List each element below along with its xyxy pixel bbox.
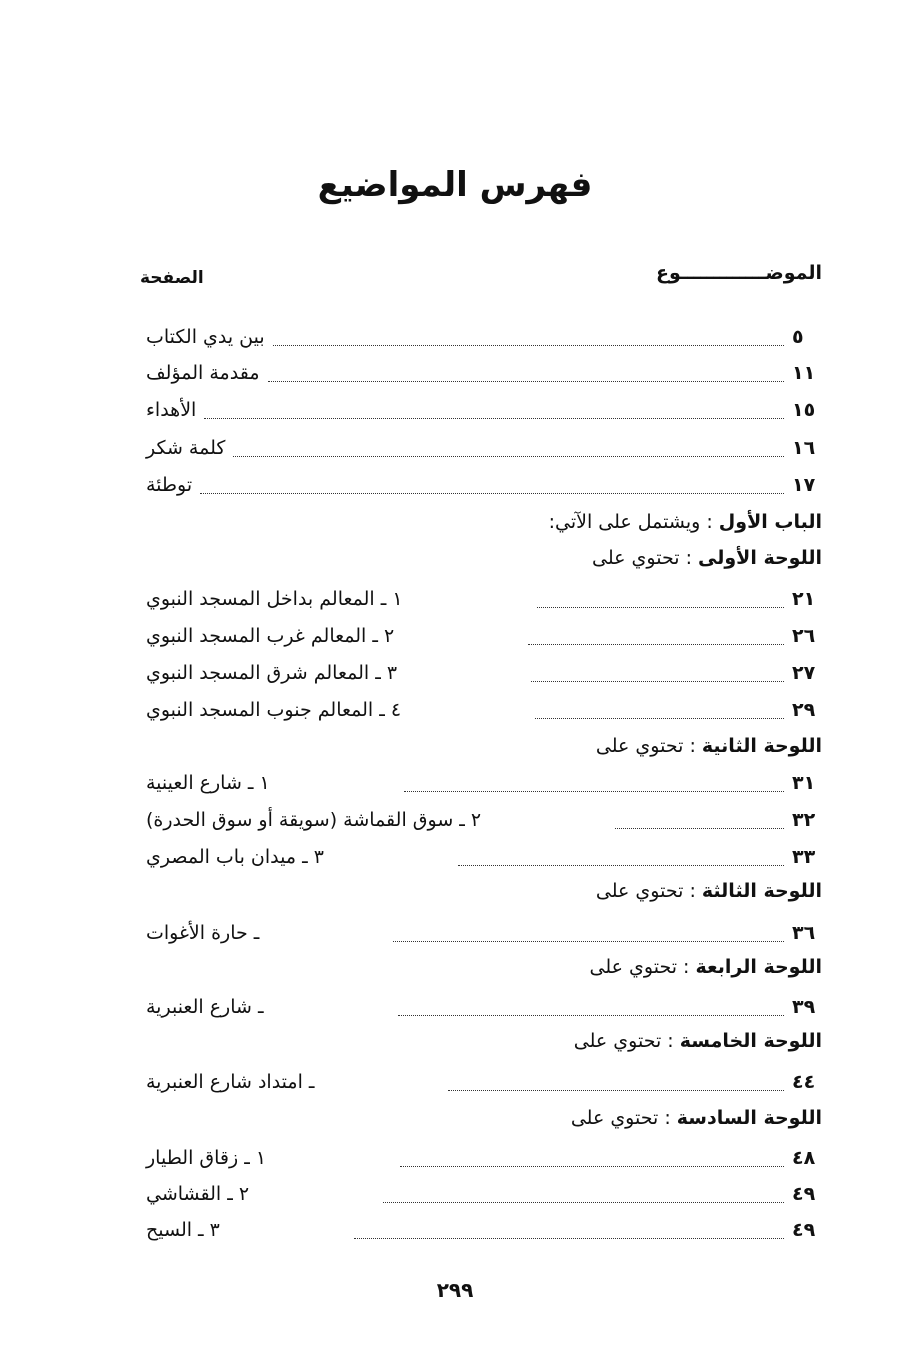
toc-entry-page: ٤٤ — [792, 1071, 816, 1093]
toc-entry-page: ٣٢ — [792, 809, 816, 831]
toc-entry — [140, 320, 822, 354]
toc-entry-page: ١٥ — [792, 399, 816, 421]
toc-entry-page: ٣٦ — [792, 922, 816, 944]
toc-entry-label: ٣ ـ السيح — [146, 1219, 220, 1241]
toc-entry-label: ٢ ـ المعالم غرب المسجد النبوي — [146, 625, 395, 647]
toc-entry-label: ـ امتداد شارع العنبرية — [146, 1071, 315, 1093]
toc-entry-page: ٢١ — [792, 588, 816, 610]
dot-leader — [615, 828, 784, 829]
toc-entry — [140, 393, 822, 427]
toc-entry — [140, 916, 822, 950]
part-heading-title: الباب الأول — [718, 511, 822, 533]
toc-entry-label: توطئة — [146, 474, 193, 496]
dot-leader — [535, 718, 784, 719]
toc-entry-page: ٣٣ — [792, 846, 816, 868]
toc-entry-label: كلمة شكر — [146, 437, 226, 459]
plate-heading — [522, 952, 822, 982]
toc-entry — [140, 431, 822, 465]
dot-leader — [398, 1015, 784, 1016]
toc-entry-page: ١١ — [792, 362, 816, 384]
toc-entry — [140, 619, 822, 653]
toc-entry — [140, 803, 822, 837]
dot-leader — [354, 1238, 784, 1239]
part-heading — [549, 505, 822, 539]
toc-entry-label: ١ ـ شارع العينية — [146, 772, 270, 794]
toc-entry-label: ـ شارع العنبرية — [146, 996, 264, 1018]
toc-entry-page: ٣١ — [792, 772, 816, 794]
toc-entry — [140, 693, 822, 727]
toc-entry — [140, 1065, 822, 1099]
toc-entry — [140, 656, 822, 690]
page-number: ٢٩٩ — [436, 1278, 474, 1302]
toc-entry-page: ٢٧ — [792, 662, 816, 684]
plate-heading — [571, 1101, 822, 1135]
plate-heading-title: اللوحة الثالثة — [701, 880, 822, 902]
toc-entry-page: ١٦ — [792, 437, 816, 459]
plate-heading — [522, 1026, 822, 1056]
dot-leader — [458, 865, 784, 866]
toc-entry-label: ٤ ـ المعالم جنوب المسجد النبوي — [146, 699, 402, 721]
toc-entry-label: الأهداء — [146, 399, 197, 421]
toc-entry-label: مقدمة المؤلف — [146, 362, 260, 384]
page-title: فهرس المواضيع — [317, 165, 593, 205]
dot-leader — [273, 345, 784, 346]
dot-leader — [528, 644, 784, 645]
plate-heading-rest: : تحتوي على — [592, 547, 699, 569]
toc-entry-label: بين يدي الكتاب — [146, 326, 265, 348]
toc-entry — [140, 990, 822, 1024]
toc-entry — [140, 1177, 822, 1211]
toc-entry-label: ٣ ـ المعالم شرق المسجد النبوي — [146, 662, 398, 684]
toc-entry-label: ١ ـ زقاق الطيار — [146, 1147, 267, 1169]
plate-heading — [596, 729, 822, 763]
plate-heading — [522, 876, 822, 906]
plate-heading-rest: : تحتوي على — [570, 1107, 677, 1129]
part-heading-rest: : ويشتمل على الآتي: — [548, 511, 719, 533]
plate-heading-title: اللوحة الرابعة — [695, 956, 822, 978]
toc-entry-label: ٢ ـ سوق القماشة (سويقة أو سوق الحدرة) — [146, 809, 482, 831]
toc-entry — [140, 582, 822, 616]
plate-heading-title: اللوحة الأولى — [698, 547, 822, 569]
toc-entry-page: ١٧ — [792, 474, 816, 496]
dot-leader — [537, 607, 784, 608]
dot-leader — [448, 1090, 784, 1091]
dot-leader — [383, 1202, 784, 1203]
dot-leader — [233, 456, 784, 457]
page-column-header: الصفحة — [140, 268, 204, 288]
toc-entry-page: ٤٩ — [792, 1219, 816, 1241]
plate-heading-title: اللوحة الثانية — [701, 735, 822, 757]
toc-entry — [140, 1141, 822, 1175]
toc-entry — [140, 840, 822, 874]
toc-entry — [140, 766, 822, 800]
toc-entry-label: ٣ ـ ميدان باب المصري — [146, 846, 324, 868]
toc-entry-label: ـ حارة الأغوات — [146, 922, 260, 944]
dot-leader — [204, 418, 784, 419]
dot-leader — [393, 941, 784, 942]
dot-leader — [404, 791, 784, 792]
plate-heading — [592, 541, 822, 575]
toc-entry-page: ٣٩ — [792, 996, 816, 1018]
plate-heading-rest: : تحتوي على — [573, 1030, 680, 1052]
toc-entry-page: ٤٩ — [792, 1183, 816, 1205]
toc-entry — [140, 1213, 822, 1247]
plate-heading-rest: : تحتوي على — [595, 880, 702, 902]
topic-column-header: الموضـــــــــــــوع — [656, 262, 822, 284]
toc-entry-page: ٥ — [792, 326, 804, 348]
plate-heading-title: اللوحة السادسة — [676, 1107, 822, 1129]
toc-entry — [140, 468, 822, 502]
toc-entry-page: ٢٩ — [792, 699, 816, 721]
toc-entry-label: ١ ـ المعالم بداخل المسجد النبوي — [146, 588, 403, 610]
dot-leader — [268, 381, 785, 382]
dot-leader — [400, 1166, 784, 1167]
toc-entry-page: ٢٦ — [792, 625, 816, 647]
toc-entry-label: ٢ ـ القشاشي — [146, 1183, 250, 1205]
toc-entry — [140, 356, 822, 390]
toc-entry-page: ٤٨ — [792, 1147, 816, 1169]
plate-heading-rest: : تحتوي على — [595, 735, 702, 757]
dot-leader — [531, 681, 784, 682]
dot-leader — [200, 493, 784, 494]
plate-heading-rest: : تحتوي على — [589, 956, 696, 978]
plate-heading-title: اللوحة الخامسة — [679, 1030, 822, 1052]
